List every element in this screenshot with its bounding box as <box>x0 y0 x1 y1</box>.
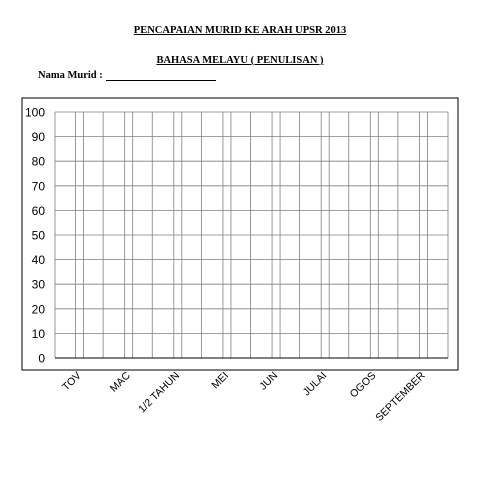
y-tick-label: 40 <box>31 253 45 268</box>
x-tick-label: JULAI <box>300 369 330 399</box>
y-tick-label: 0 <box>38 351 45 366</box>
y-tick-label: 10 <box>31 326 45 341</box>
chart-frame <box>22 98 458 370</box>
y-tick-label: 30 <box>31 277 45 292</box>
y-tick-label: 20 <box>31 302 45 317</box>
x-tick-label: SEPTEMBER <box>373 369 428 424</box>
y-tick-label: 60 <box>31 203 45 218</box>
x-tick-label: JUN <box>257 369 281 393</box>
y-tick-label: 70 <box>31 179 45 194</box>
x-tick-label: 1/2 TAHUN <box>136 369 182 416</box>
x-tick-label: MEI <box>209 369 232 392</box>
y-tick-label: 90 <box>31 130 45 145</box>
x-tick-label: MAC <box>107 369 133 395</box>
y-tick-label: 50 <box>31 228 45 243</box>
page-subtitle: BAHASA MELAYU ( PENULISAN ) <box>156 55 324 66</box>
x-tick-label: TOV <box>60 369 84 394</box>
y-tick-label: 100 <box>24 105 45 120</box>
x-tick-label: OGOS <box>347 369 379 401</box>
y-tick-label: 80 <box>31 154 45 169</box>
page-title: PENCAPAIAN MURID KE ARAH UPSR 2013 <box>133 25 347 36</box>
student-name-label: Nama Murid : <box>38 70 103 81</box>
